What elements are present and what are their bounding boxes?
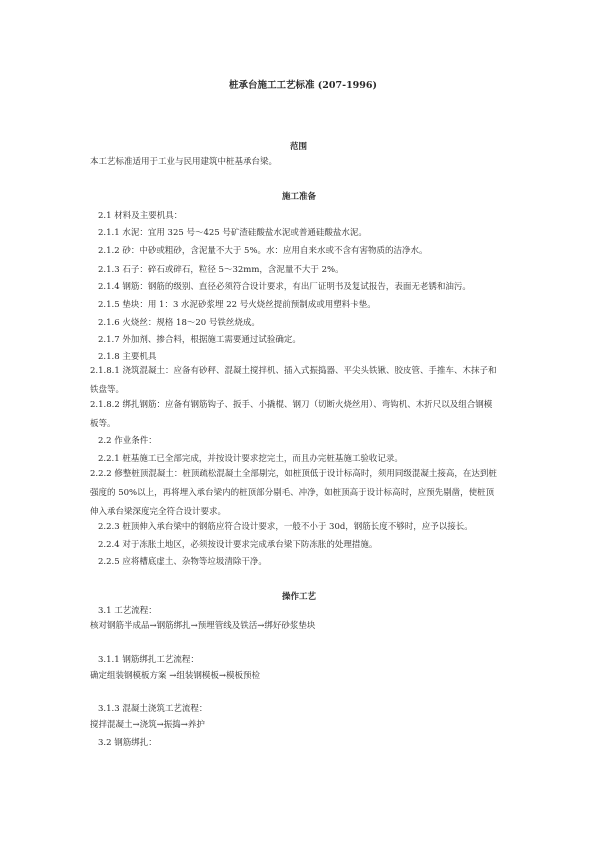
paragraph: 3.1.3 混凝土浇筑工艺流程： (98, 704, 208, 714)
paragraph: 3.1 工艺流程： (98, 606, 157, 616)
paragraph: 2.1.8 主要机具 (98, 352, 157, 362)
paragraph: 2.2.3 桩顶伸入承台梁中的钢筋应符合设计要求，一般不小于 30d，钢筋长度不够时，应予以接长。 (98, 522, 473, 532)
paragraph: 3.1.1 钢筋绑扎工艺流程： (98, 655, 199, 665)
paragraph: 2.2.1 桩基施工已全部完成，并按设计要求挖完土，而且办完桩基施工验收记录。 (98, 454, 403, 464)
paragraph: 2.1.7 外加剂、掺合料，根据施工需要通过试验确定。 (98, 335, 301, 345)
paragraph: 2.1.6 火烧丝：规格 18～20 号铁丝烧成。 (98, 318, 260, 328)
paragraph: 3.2 钢筋绑扎： (98, 738, 157, 748)
paragraph: 2.1.4 钢筋：钢筋的级别、直径必须符合设计要求，有出厂证明书及复试报告，表面无老锈和油污。 (98, 282, 471, 292)
paragraph: 2.1.3 石子：碎石或碎石，粒径 5～32mm，含泥量不大于 2%。 (98, 265, 344, 275)
process-flow: 搅拌混凝土→浇筑→振捣→养护 (90, 720, 205, 730)
paragraph: 2.2.5 应将槽底虚土、杂物等垃圾清除干净。 (98, 557, 267, 567)
paragraph: 2.2.2 修整桩顶混凝土：桩顶疏松混凝土全部剔完，如桩顶低于设计标高时，须用同级混凝土接高，在达到桩强度的 50%以上，再将埋入承台梁内的桩顶部分剔毛、冲净，如桩顶高于设计标高时，应预先剔凿，使桩顶伸入承台梁深度完全符合设计要求。 (90, 469, 497, 517)
paragraph: 2.1.1 水泥：宜用 325 号～425 号矿渣硅酸盐水泥或普通硅酸盐水泥。 (98, 228, 367, 238)
paragraph: 2.2 作业条件： (98, 436, 157, 446)
process-flow: 确定组装钢模板方案 →组装钢模板→模板预检 (90, 671, 260, 681)
paragraph: 2.1 材料及主要机具： (98, 211, 183, 221)
paragraph: 本工艺标准适用于工业与民用建筑中桩基承台梁。 (90, 157, 278, 167)
section-heading-preparation: 施工准备 (282, 192, 317, 202)
section-heading-scope: 范围 (290, 142, 308, 152)
section-heading-operation: 操作工艺 (282, 592, 317, 602)
paragraph: 2.1.8.1 浇筑混凝土：应备有砂秤、混凝土搅拌机、插入式振捣器、平尖头铁锹、胶皮管、手推车、木抹子和铁盘等。 (90, 366, 497, 395)
process-flow: 核对钢筋半成品→钢筋绑扎→预埋管线及铁活→绑好砂浆垫块 (90, 621, 316, 631)
document-title: 桩承台施工工艺标准 (207-1996) (229, 80, 378, 91)
paragraph: 2.1.2 砂：中砂或粗砂，含泥量不大于 5%。水：应用自来水或不含有害物质的洁净水。 (98, 246, 428, 256)
paragraph: 2.2.4 对于冻胀土地区，必须按设计要求完成承台梁下防冻胀的处理措施。 (98, 540, 378, 550)
paragraph: 2.1.5 垫块：用 1：3 水泥砂浆埋 22 号火烧丝提前预制成或用塑料卡垫。 (98, 300, 376, 310)
paragraph: 2.1.8.2 绑扎钢筋：应备有钢筋钩子、扳手、小撬棍、钢刀（切断火烧丝用）、弯钩机、木折尺以及组合钢模板等。 (90, 400, 493, 429)
